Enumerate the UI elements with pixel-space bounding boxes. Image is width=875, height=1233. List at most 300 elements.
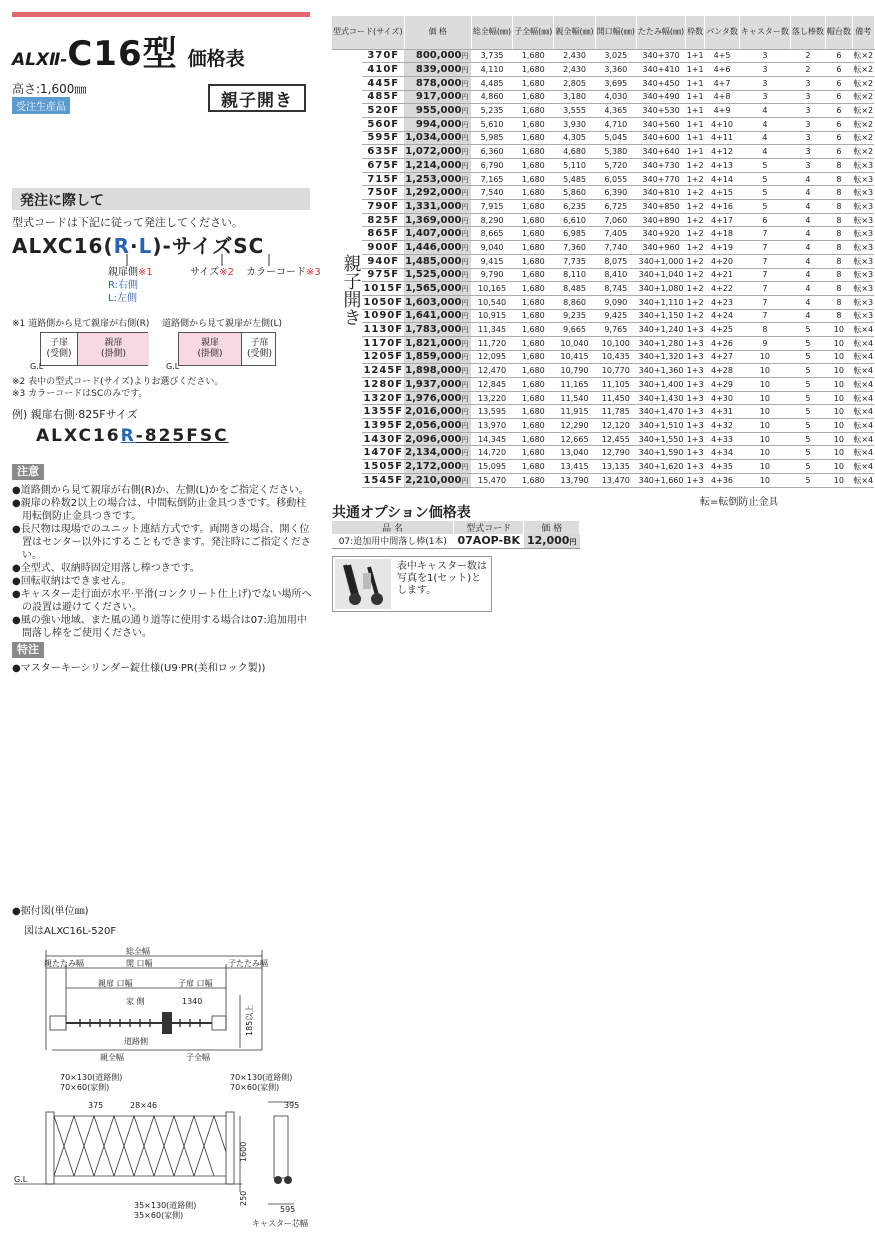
table-cell: 10 [739, 364, 790, 378]
elevation-drawing [12, 1072, 312, 1232]
table-cell: 9,665 [554, 323, 595, 337]
svg-text:子たたみ幅: 子たたみ幅 [228, 959, 268, 968]
table-cell: 転×4 [852, 350, 874, 364]
table-cell: 6 [825, 76, 852, 90]
table-cell: 8,745 [595, 282, 636, 296]
table-cell: 4+9 [705, 104, 740, 118]
table-cell: 340+1,400 [636, 378, 685, 392]
table-cell: 1+3 [686, 432, 705, 446]
table-cell: 5 [790, 405, 825, 419]
table-cell: 6,360 [471, 145, 512, 159]
table-cell: 転×3 [852, 186, 874, 200]
price-cell: 994,000円 [404, 117, 471, 131]
table-cell: 転×4 [852, 473, 874, 487]
table-cell: 340+1,360 [636, 364, 685, 378]
model-code-cell: 900F [362, 241, 404, 255]
table-cell: 4+6 [705, 63, 740, 77]
table-cell: 10,415 [554, 350, 595, 364]
table-cell: 転×4 [852, 460, 874, 474]
svg-text:総全幅: 総全幅 [126, 947, 150, 956]
table-cell: 1,680 [513, 323, 554, 337]
model-code-cell: 1050F [363, 296, 404, 308]
table-cell: 13,970 [471, 419, 512, 433]
svg-text:子扉 口幅: 子扉 口幅 [178, 979, 213, 988]
table-cell: 1+1 [686, 117, 705, 131]
table-cell: 1+3 [686, 446, 705, 460]
table-cell: 4+7 [705, 76, 740, 90]
table-cell: 3,360 [595, 63, 636, 77]
table-cell: 1,680 [513, 213, 554, 227]
table-row [332, 90, 874, 104]
table-cell: 8,860 [554, 295, 595, 309]
table-cell: 10,040 [554, 336, 595, 350]
table-cell: 4,485 [471, 76, 512, 90]
svg-text:親全幅: 親全幅 [100, 1053, 124, 1062]
table-row [332, 282, 874, 296]
table-cell: 4+27 [705, 350, 740, 364]
table-cell: 転×3 [852, 213, 874, 227]
table-cell: 1,680 [513, 268, 554, 282]
table-cell: 4+10 [705, 117, 740, 131]
order-section-title: 発注に際して [12, 188, 310, 210]
table-cell: 340+1,430 [636, 391, 685, 405]
table-row [332, 378, 874, 392]
table-cell: 4+12 [705, 145, 740, 159]
table-cell: 12,665 [554, 432, 595, 446]
table-cell: 7,360 [554, 241, 595, 255]
table-cell: 1,680 [513, 145, 554, 159]
table-cell: 4+21 [705, 268, 740, 282]
model-code-cell: 975F [362, 268, 404, 282]
table-cell: 11,450 [595, 391, 636, 405]
table-cell: 340+640 [636, 145, 685, 159]
svg-text:子全幅: 子全幅 [186, 1053, 210, 1062]
table-cell: 8 [825, 186, 852, 200]
gate-diagram-right: 子扉 (受側) 親扉 (掛側) [40, 332, 148, 366]
drawing-subtitle: 図はALXC16L-520F [24, 926, 117, 937]
table-cell: 転×4 [852, 432, 874, 446]
table-cell: 転×3 [852, 159, 874, 173]
table-cell: 11,105 [595, 378, 636, 392]
price-cell: 1,821,000円 [404, 336, 471, 350]
table-cell: 10 [825, 446, 852, 460]
table-cell: 7 [739, 295, 790, 309]
table-cell: 転×3 [852, 172, 874, 186]
caster-photo-box: 表中キャスター数は写真を1(セット)とします。 [332, 556, 492, 612]
table-cell: 15,095 [471, 460, 512, 474]
table-cell: 10 [739, 446, 790, 460]
table-cell: 7,740 [595, 241, 636, 255]
table-cell: 8 [825, 241, 852, 255]
table-cell: 5,720 [595, 159, 636, 173]
table-cell: 1+2 [686, 282, 705, 296]
table-cell: 6 [825, 90, 852, 104]
table-cell: 340+370 [636, 49, 685, 63]
table-cell: 10 [739, 419, 790, 433]
table-cell: 1+3 [686, 405, 705, 419]
table-cell: 340+1,240 [636, 323, 685, 337]
table-cell: 4,680 [554, 145, 595, 159]
table-cell: 転×4 [852, 391, 874, 405]
price-cell: 2,056,000円 [404, 419, 471, 433]
table-cell: 9,415 [471, 254, 512, 268]
table-cell: 1,680 [513, 117, 554, 131]
table-cell: 1+3 [686, 473, 705, 487]
table-cell: 9 [739, 336, 790, 350]
svg-text:28×46: 28×46 [130, 1101, 158, 1110]
table-cell: 3,735 [471, 49, 512, 63]
table-cell: 転×2 [852, 145, 874, 159]
table-cell: 340+1,110 [636, 295, 685, 309]
table-cell: 1+2 [686, 159, 705, 173]
model-code-cell: 1430F [363, 433, 404, 445]
table-cell: 転×2 [852, 63, 874, 77]
table-cell: 1+2 [686, 295, 705, 309]
table-cell: 転×2 [852, 49, 874, 63]
model-code-cell: 1205F [363, 351, 404, 363]
table-cell: 4,305 [554, 131, 595, 145]
table-cell: 4+33 [705, 432, 740, 446]
table-cell: 14,720 [471, 446, 512, 460]
model-code-cell: 790F [362, 200, 404, 214]
table-row [332, 254, 874, 268]
table-row [332, 323, 874, 337]
table-cell: 5 [790, 350, 825, 364]
table-cell: 1+2 [686, 309, 705, 323]
table-cell: 2,805 [554, 76, 595, 90]
caution-title: 注意 [12, 464, 44, 480]
table-cell: 3 [739, 76, 790, 90]
table-cell: 8 [825, 172, 852, 186]
table-cell: 340+960 [636, 241, 685, 255]
column-header: 開口幅(㎜) [595, 16, 636, 49]
table-cell: 1+1 [686, 131, 705, 145]
table-cell: 4 [739, 117, 790, 131]
table-cell: 4 [790, 241, 825, 255]
price-cell: 1,783,000円 [404, 323, 471, 337]
table-row [332, 460, 874, 474]
table-cell: 1,680 [513, 282, 554, 296]
table-cell: 4 [739, 104, 790, 118]
table-cell: 4 [790, 227, 825, 241]
table-cell: 1+2 [686, 241, 705, 255]
table-cell: 8 [825, 159, 852, 173]
table-cell: 1,680 [513, 391, 554, 405]
model-code-cell: 1545F [363, 474, 404, 486]
table-cell: 1+3 [686, 350, 705, 364]
table-cell: 5 [739, 159, 790, 173]
table-cell: 転×2 [852, 76, 874, 90]
table-cell: 4,030 [595, 90, 636, 104]
table-cell: 4+14 [705, 172, 740, 186]
door-right-note: ※1 道路側から見て親扉が右側(R) [12, 319, 150, 329]
table-cell: 転×4 [852, 378, 874, 392]
table-cell: 5,610 [471, 117, 512, 131]
table-row [332, 446, 874, 460]
table-cell: 340+1,470 [636, 405, 685, 419]
table-row [332, 63, 874, 77]
svg-text:1340: 1340 [182, 997, 203, 1006]
price-cell: 1,859,000円 [404, 350, 471, 364]
table-cell: 1,680 [513, 104, 554, 118]
table-cell: 1,680 [513, 405, 554, 419]
price-cell: 955,000円 [404, 104, 471, 118]
table-cell: 9,790 [471, 268, 512, 282]
model-code-cell: 1355F [363, 406, 404, 418]
header-accent-bar [12, 12, 310, 17]
table-cell: 1+3 [686, 378, 705, 392]
price-cell: 1,525,000円 [404, 268, 471, 282]
model-code-cell: 1470F [363, 447, 404, 459]
table-cell: 8,410 [595, 268, 636, 282]
table-cell: 10 [739, 350, 790, 364]
table-cell: 10,770 [595, 364, 636, 378]
model-code-cell: 1245F [363, 365, 404, 377]
table-cell: 1+1 [686, 76, 705, 90]
table-cell: 1,680 [513, 186, 554, 200]
price-cell: 1,369,000円 [404, 213, 471, 227]
table-cell: 10 [825, 364, 852, 378]
svg-text:キャスター芯幅: キャスター芯幅 [252, 1219, 308, 1228]
table-row [332, 49, 874, 63]
table-row [332, 131, 874, 145]
table-cell: 9,425 [595, 309, 636, 323]
table-row [332, 145, 874, 159]
table-cell: 8,110 [554, 268, 595, 282]
table-cell: 1,680 [513, 446, 554, 460]
table-cell: 1,680 [513, 254, 554, 268]
table-cell: 6 [825, 49, 852, 63]
size-legend: サイズ※2 [190, 267, 234, 278]
table-cell: 4+19 [705, 241, 740, 255]
table-cell: 4,110 [471, 63, 512, 77]
table-cell: 4+34 [705, 446, 740, 460]
table-cell: 転×4 [852, 364, 874, 378]
table-cell: 10 [825, 391, 852, 405]
group-label: 親子開き [340, 254, 362, 327]
table-cell: 4,365 [595, 104, 636, 118]
table-cell: 転×3 [852, 309, 874, 323]
table-cell: 8 [825, 282, 852, 296]
svg-text:G.L: G.L [14, 1175, 28, 1184]
svg-text:1600: 1600 [239, 1141, 248, 1162]
table-cell: 7 [739, 227, 790, 241]
table-cell: 10,790 [554, 364, 595, 378]
table-cell: 13,415 [554, 460, 595, 474]
table-cell: 8 [825, 227, 852, 241]
model-code-cell: 825F [362, 213, 404, 227]
table-cell: 4 [790, 172, 825, 186]
svg-text:250: 250 [239, 1190, 248, 1206]
drawing-title: ●据付図(単位㎜) [12, 906, 89, 917]
table-cell: 340+890 [636, 213, 685, 227]
table-cell: 1+3 [686, 391, 705, 405]
table-cell: 340+1,080 [636, 282, 685, 296]
table-cell: 転×2 [852, 117, 874, 131]
table-row: 07:追加用中間落し棒(1本) 07AOP-BK 12,000円 [332, 534, 580, 548]
table-cell: 5 [790, 378, 825, 392]
table-cell: 6 [825, 63, 852, 77]
table-cell: 2,430 [554, 49, 595, 63]
table-cell: 1+2 [686, 268, 705, 282]
table-cell: 転×3 [852, 268, 874, 282]
svg-text:親扉 口幅: 親扉 口幅 [98, 979, 133, 988]
table-cell: 10,540 [471, 295, 512, 309]
note-color: ※3 カラーコードはSCのみです。 [12, 389, 148, 399]
table-cell: 12,120 [595, 419, 636, 433]
table-cell: 6,790 [471, 159, 512, 173]
table-cell: 11,785 [595, 405, 636, 419]
table-cell: 6 [825, 104, 852, 118]
table-cell: 340+490 [636, 90, 685, 104]
price-cell: 2,096,000円 [404, 432, 471, 446]
table-cell: 1,680 [513, 200, 554, 214]
table-cell: 3 [790, 117, 825, 131]
price-cell: 1,214,000円 [404, 159, 471, 173]
table-cell: 10,915 [471, 309, 512, 323]
price-cell: 2,210,000円 [404, 473, 471, 487]
table-cell: 6,725 [595, 200, 636, 214]
svg-text:親たたみ幅: 親たたみ幅 [44, 959, 84, 968]
table-row [332, 473, 874, 487]
table-cell: 1,680 [513, 473, 554, 487]
svg-text:開 口幅: 開 口幅 [126, 959, 153, 968]
table-row [332, 391, 874, 405]
table-cell: 転×3 [852, 241, 874, 255]
price-cell: 917,000円 [404, 90, 471, 104]
example-code: ALXC16R-825FSC [36, 426, 229, 446]
table-cell: 5 [739, 200, 790, 214]
svg-text:185以上: 185以上 [245, 1004, 254, 1036]
table-cell: 3,695 [595, 76, 636, 90]
table-row [332, 336, 874, 350]
table-cell: 10 [825, 405, 852, 419]
table-cell: 11,720 [471, 336, 512, 350]
table-cell: 7 [739, 268, 790, 282]
table-cell: 2 [790, 63, 825, 77]
height-spec: 高さ:1,600㎜ [12, 82, 87, 96]
table-cell: 転×4 [852, 405, 874, 419]
price-cell: 1,407,000円 [404, 227, 471, 241]
table-row [332, 364, 874, 378]
order-intro: 型式コードは下記に従って発注してください。 [12, 216, 243, 229]
model-code-cell: 1505F [363, 460, 404, 472]
table-cell: 4+32 [705, 419, 740, 433]
status-badge: 受注生産品 [12, 97, 70, 114]
svg-text:70×60(家側): 70×60(家側) [60, 1083, 110, 1092]
table-cell: 1+2 [686, 254, 705, 268]
table-cell: 1+3 [686, 460, 705, 474]
table-cell: 5 [739, 172, 790, 186]
svg-text:395: 395 [284, 1101, 300, 1110]
table-cell: 340+450 [636, 76, 685, 90]
table-cell: 1,680 [513, 172, 554, 186]
table-cell: 5,380 [595, 145, 636, 159]
table-cell: 10,165 [471, 282, 512, 296]
table-cell: 2 [790, 49, 825, 63]
model-code-cell: 410F [362, 63, 404, 77]
table-cell: 4+25 [705, 323, 740, 337]
table-cell: 1,680 [513, 378, 554, 392]
table-cell: 転×3 [852, 200, 874, 214]
table-row [332, 172, 874, 186]
table-cell: 4+26 [705, 336, 740, 350]
table-cell: 4 [790, 254, 825, 268]
table-cell: 転×3 [852, 295, 874, 309]
table-cell: 13,040 [554, 446, 595, 460]
table-cell: 4+17 [705, 213, 740, 227]
table-cell: 5 [790, 364, 825, 378]
table-cell: 10 [739, 378, 790, 392]
table-cell: 転×2 [852, 90, 874, 104]
table-cell: 4,860 [471, 90, 512, 104]
table-row [332, 350, 874, 364]
table-cell: 7 [739, 309, 790, 323]
table-cell: 3 [790, 131, 825, 145]
table-cell: 6 [825, 145, 852, 159]
table-cell: 3,930 [554, 117, 595, 131]
table-cell: 4 [739, 131, 790, 145]
model-code-cell: 1015F [363, 283, 404, 295]
svg-text:595: 595 [280, 1205, 296, 1214]
table-cell: 10 [825, 323, 852, 337]
table-cell: 3 [790, 76, 825, 90]
table-cell: 12,455 [595, 432, 636, 446]
options-table: 品 名 型式コード 価 格 07:追加用中間落し棒(1本) 07AOP-BK 12,000円 [332, 521, 580, 549]
table-cell: 3 [739, 63, 790, 77]
table-cell: 1+3 [686, 323, 705, 337]
price-cell: 1,072,000円 [404, 145, 471, 159]
table-cell: 10 [825, 460, 852, 474]
table-cell: 6,985 [554, 227, 595, 241]
table-cell: 1,680 [513, 309, 554, 323]
table-cell: 1+1 [686, 63, 705, 77]
special-list: ●マスターキーシリンダー錠仕様(U9·PR(美和ロック製)) [12, 663, 266, 674]
price-cell: 1,976,000円 [404, 391, 471, 405]
table-cell: 340+770 [636, 172, 685, 186]
table-cell: 340+410 [636, 63, 685, 77]
model-code-cell: 370F [362, 49, 404, 63]
table-cell: 13,595 [471, 405, 512, 419]
table-row [332, 241, 874, 255]
svg-text:70×130(道路側): 70×130(道路側) [60, 1073, 123, 1082]
table-cell: 3 [790, 159, 825, 173]
table-cell: 6 [825, 117, 852, 131]
table-cell: 1+2 [686, 227, 705, 241]
table-cell: 12,845 [471, 378, 512, 392]
table-cell: 12,290 [554, 419, 595, 433]
price-cell: 1,937,000円 [404, 378, 471, 392]
table-cell: 1,680 [513, 76, 554, 90]
table-cell: 340+1,150 [636, 309, 685, 323]
table-row [332, 117, 874, 131]
table-cell: 8 [739, 323, 790, 337]
table-cell: 4+36 [705, 473, 740, 487]
table-row [332, 227, 874, 241]
table-row [332, 432, 874, 446]
table-cell: 3,180 [554, 90, 595, 104]
table-cell: 4+22 [705, 282, 740, 296]
table-cell: 4 [790, 213, 825, 227]
table-cell: 340+530 [636, 104, 685, 118]
column-header: パンタ数 [705, 16, 740, 49]
table-cell: 4 [790, 309, 825, 323]
table-cell: 15,470 [471, 473, 512, 487]
table-cell: 9,090 [595, 295, 636, 309]
table-cell: 3 [790, 145, 825, 159]
table-cell: 8 [825, 213, 852, 227]
table-cell: 7,165 [471, 172, 512, 186]
